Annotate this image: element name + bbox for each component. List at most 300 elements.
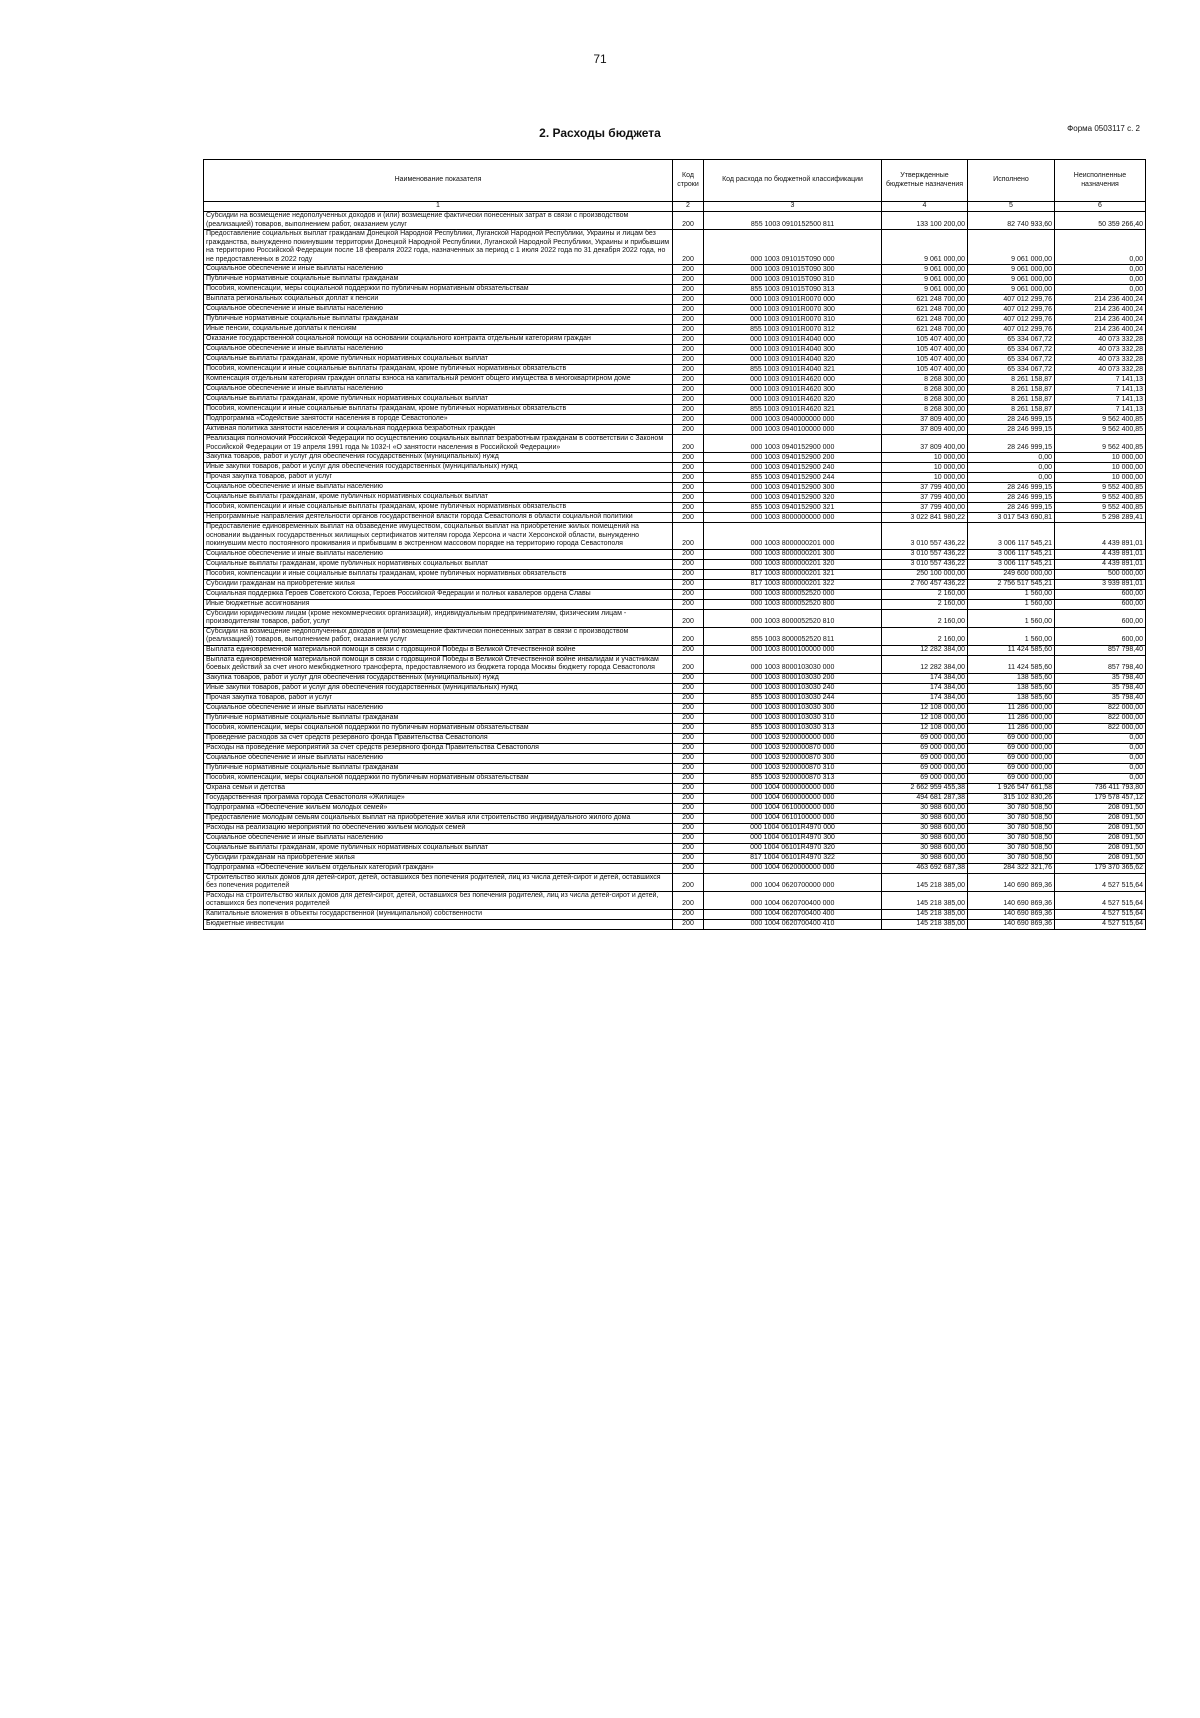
row-line-code: 200 xyxy=(673,559,704,569)
row-name: Социальные выплаты гражданам, кроме публичных нормативных социальных выплат xyxy=(204,493,673,503)
table-body xyxy=(204,212,1146,930)
row-line-code: 200 xyxy=(673,783,704,793)
table-row xyxy=(204,473,1146,483)
row-line-code: 200 xyxy=(673,569,704,579)
table-row xyxy=(204,589,1146,599)
row-expense-code: 000 1003 8000103030 310 xyxy=(704,713,882,723)
table-row xyxy=(204,305,1146,315)
row-line-code: 200 xyxy=(673,733,704,743)
row-name: Непрограммные направления деятельности органов государственной власти города Севастополя в области социальной политики xyxy=(204,513,673,523)
row-line-code: 200 xyxy=(673,673,704,683)
row-approved: 69 000 000,00 xyxy=(882,773,968,783)
row-expense-code: 000 1003 09101R4040 320 xyxy=(704,355,882,365)
row-unexecuted: 7 141,13 xyxy=(1055,405,1146,415)
row-line-code: 200 xyxy=(673,493,704,503)
row-approved: 30 988 600,00 xyxy=(882,823,968,833)
row-name: Социальное обеспечение и иные выплаты населению xyxy=(204,265,673,275)
row-executed: 65 334 067,72 xyxy=(968,355,1055,365)
row-approved: 2 160,00 xyxy=(882,627,968,645)
row-approved: 2 160,00 xyxy=(882,589,968,599)
row-line-code: 200 xyxy=(673,713,704,723)
row-unexecuted: 4 527 515,64 xyxy=(1055,891,1146,909)
row-expense-code: 000 1003 09101R4620 300 xyxy=(704,385,882,395)
row-unexecuted: 208 091,50 xyxy=(1055,833,1146,843)
row-unexecuted: 208 091,50 xyxy=(1055,813,1146,823)
row-expense-code: 855 1003 8000052520 811 xyxy=(704,627,882,645)
row-line-code: 200 xyxy=(673,863,704,873)
row-name: Закупка товаров, работ и услуг для обеспечения государственных (муниципальных) нужд xyxy=(204,673,673,683)
row-approved: 37 809 400,00 xyxy=(882,425,968,435)
row-name: Публичные нормативные социальные выплаты гражданам xyxy=(204,275,673,285)
row-name: Компенсация отдельным категориям граждан оплаты взноса на капитальный ремонт общего имущества в многоквартирном доме xyxy=(204,375,673,385)
table-row xyxy=(204,843,1146,853)
row-name: Проведение расходов за счет средств резервного фонда Правительства Севастополя xyxy=(204,733,673,743)
table-header-row xyxy=(204,160,1146,202)
row-unexecuted: 4 527 515,64 xyxy=(1055,873,1146,891)
row-approved: 174 384,00 xyxy=(882,693,968,703)
table-row xyxy=(204,773,1146,783)
row-unexecuted: 179 578 457,12 xyxy=(1055,793,1146,803)
row-approved: 69 000 000,00 xyxy=(882,743,968,753)
row-name: Закупка товаров, работ и услуг для обеспечения государственных (муниципальных) нужд xyxy=(204,453,673,463)
column-number: 3 xyxy=(704,202,882,212)
row-executed: 407 012 299,76 xyxy=(968,295,1055,305)
row-unexecuted: 3 939 891,01 xyxy=(1055,579,1146,589)
row-unexecuted: 9 562 400,85 xyxy=(1055,415,1146,425)
row-line-code: 200 xyxy=(673,683,704,693)
row-expense-code: 000 1003 8000000201 300 xyxy=(704,549,882,559)
column-number: 1 xyxy=(204,202,673,212)
row-expense-code: 000 1003 09101R0070 000 xyxy=(704,295,882,305)
row-line-code: 200 xyxy=(673,589,704,599)
table-row xyxy=(204,891,1146,909)
row-approved: 9 061 000,00 xyxy=(882,285,968,295)
row-approved: 174 384,00 xyxy=(882,673,968,683)
row-name: Пособия, компенсации, меры социальной поддержки по публичным нормативным обязательствам xyxy=(204,285,673,295)
row-line-code: 200 xyxy=(673,285,704,295)
row-unexecuted: 9 552 400,85 xyxy=(1055,493,1146,503)
row-expense-code: 000 1003 8000103030 300 xyxy=(704,703,882,713)
row-expense-code: 000 1003 9200000870 000 xyxy=(704,743,882,753)
row-name: Публичные нормативные социальные выплаты гражданам xyxy=(204,315,673,325)
row-line-code: 200 xyxy=(673,873,704,891)
row-line-code: 200 xyxy=(673,723,704,733)
row-executed: 407 012 299,76 xyxy=(968,315,1055,325)
row-name: Реализация полномочий Российской Федерации по осуществлению социальных выплат безработным гражданам в соответствии с Законом Российской Федерации от 19 апреля 1991 года № 1032-I «О занятости населения в Российской Федерации» xyxy=(204,435,673,453)
row-name: Социальные выплаты гражданам, кроме публичных нормативных социальных выплат xyxy=(204,355,673,365)
row-line-code: 200 xyxy=(673,909,704,919)
row-line-code: 200 xyxy=(673,813,704,823)
table-row xyxy=(204,435,1146,453)
table-row xyxy=(204,559,1146,569)
row-unexecuted: 4 527 515,64 xyxy=(1055,919,1146,929)
table-row xyxy=(204,763,1146,773)
row-line-code: 200 xyxy=(673,655,704,673)
row-approved: 3 010 557 436,22 xyxy=(882,559,968,569)
table-row xyxy=(204,315,1146,325)
table-row xyxy=(204,863,1146,873)
row-expense-code: 855 1003 9200000870 313 xyxy=(704,773,882,783)
table-row xyxy=(204,415,1146,425)
row-line-code: 200 xyxy=(673,453,704,463)
table-row xyxy=(204,627,1146,645)
row-line-code: 200 xyxy=(673,803,704,813)
row-approved: 250 100 000,00 xyxy=(882,569,968,579)
header-line-code: Код строки xyxy=(673,160,704,202)
row-unexecuted: 214 236 400,24 xyxy=(1055,325,1146,335)
row-name: Субсидии на возмещение недополученных доходов и (или) возмещение фактически понесенных затрат в связи с производством (реализацией) товаров, выполнением работ, оказанием услуг xyxy=(204,627,673,645)
table-row xyxy=(204,345,1146,355)
column-number: 5 xyxy=(968,202,1055,212)
row-line-code: 200 xyxy=(673,703,704,713)
row-name: Социальное обеспечение и иные выплаты населению xyxy=(204,305,673,315)
row-executed: 0,00 xyxy=(968,453,1055,463)
row-name: Пособия, компенсации и иные социальные выплаты гражданам, кроме публичных нормативных обязательств xyxy=(204,365,673,375)
row-expense-code: 000 1004 0610000000 000 xyxy=(704,803,882,813)
row-expense-code: 000 1004 0620000000 000 xyxy=(704,863,882,873)
row-executed: 8 261 158,87 xyxy=(968,395,1055,405)
table-row xyxy=(204,693,1146,703)
row-line-code: 200 xyxy=(673,345,704,355)
table-row xyxy=(204,713,1146,723)
row-line-code: 200 xyxy=(673,395,704,405)
row-name: Подпрограмма «Обеспечение жильем молодых семей» xyxy=(204,803,673,813)
column-numbers-row xyxy=(204,202,1146,212)
row-expense-code: 855 1003 0910152500 811 xyxy=(704,212,882,230)
row-executed: 11 286 000,00 xyxy=(968,723,1055,733)
row-approved: 105 407 400,00 xyxy=(882,345,968,355)
row-name: Бюджетные инвестиции xyxy=(204,919,673,929)
row-executed: 28 246 999,15 xyxy=(968,493,1055,503)
row-unexecuted: 9 562 400,85 xyxy=(1055,435,1146,453)
row-line-code: 200 xyxy=(673,919,704,929)
row-name: Социальные выплаты гражданам, кроме публичных нормативных социальных выплат xyxy=(204,559,673,569)
row-unexecuted: 35 798,40 xyxy=(1055,673,1146,683)
row-executed: 8 261 158,87 xyxy=(968,385,1055,395)
row-executed: 284 322 321,76 xyxy=(968,863,1055,873)
row-unexecuted: 600,00 xyxy=(1055,589,1146,599)
row-unexecuted: 214 236 400,24 xyxy=(1055,295,1146,305)
row-unexecuted: 0,00 xyxy=(1055,753,1146,763)
row-expense-code: 000 1003 0940000000 000 xyxy=(704,415,882,425)
row-name: Иные закупки товаров, работ и услуг для обеспечения государственных (муниципальных) нужд xyxy=(204,463,673,473)
row-expense-code: 000 1004 06101R4970 000 xyxy=(704,823,882,833)
row-executed: 1 560,00 xyxy=(968,609,1055,627)
budget-expenses-table xyxy=(203,159,1146,930)
row-unexecuted: 7 141,13 xyxy=(1055,385,1146,395)
row-expense-code: 000 1003 8000052520 800 xyxy=(704,599,882,609)
row-unexecuted: 0,00 xyxy=(1055,285,1146,295)
row-name: Активная политика занятости населения и социальная поддержка безработных граждан xyxy=(204,425,673,435)
row-approved: 621 248 700,00 xyxy=(882,295,968,305)
row-approved: 12 108 000,00 xyxy=(882,723,968,733)
header-executed: Исполнено xyxy=(968,160,1055,202)
row-unexecuted: 0,00 xyxy=(1055,733,1146,743)
row-line-code: 200 xyxy=(673,793,704,803)
row-unexecuted: 10 000,00 xyxy=(1055,453,1146,463)
table-row xyxy=(204,493,1146,503)
row-expense-code: 000 1003 0940152900 320 xyxy=(704,493,882,503)
row-expense-code: 855 1003 8000103030 244 xyxy=(704,693,882,703)
row-line-code: 200 xyxy=(673,523,704,550)
table-row xyxy=(204,909,1146,919)
row-approved: 3 010 557 436,22 xyxy=(882,549,968,559)
header-unexecuted: Неисполненные назначения xyxy=(1055,160,1146,202)
table-row xyxy=(204,873,1146,891)
row-approved: 2 160,00 xyxy=(882,609,968,627)
row-executed: 69 000 000,00 xyxy=(968,773,1055,783)
row-name: Социальное обеспечение и иные выплаты населению xyxy=(204,345,673,355)
row-executed: 1 560,00 xyxy=(968,589,1055,599)
row-expense-code: 000 1003 09101R0070 310 xyxy=(704,315,882,325)
row-approved: 69 000 000,00 xyxy=(882,733,968,743)
row-line-code: 200 xyxy=(673,549,704,559)
row-line-code: 200 xyxy=(673,645,704,655)
row-name: Иные бюджетные ассигнования xyxy=(204,599,673,609)
column-number: 2 xyxy=(673,202,704,212)
row-approved: 30 988 600,00 xyxy=(882,843,968,853)
form-label: Форма 0503117 с. 2 xyxy=(1067,124,1140,133)
row-executed: 138 585,60 xyxy=(968,673,1055,683)
row-executed: 1 560,00 xyxy=(968,627,1055,645)
column-number: 6 xyxy=(1055,202,1146,212)
row-name: Субсидии гражданам на приобретение жилья xyxy=(204,853,673,863)
row-line-code: 200 xyxy=(673,853,704,863)
row-approved: 145 218 385,00 xyxy=(882,919,968,929)
row-approved: 30 988 600,00 xyxy=(882,803,968,813)
row-executed: 11 286 000,00 xyxy=(968,713,1055,723)
table-row xyxy=(204,425,1146,435)
row-line-code: 200 xyxy=(673,385,704,395)
row-approved: 145 218 385,00 xyxy=(882,909,968,919)
row-expense-code: 000 1003 09101R0070 300 xyxy=(704,305,882,315)
table-row xyxy=(204,823,1146,833)
row-name: Строительство жилых домов для детей-сирот, детей, оставшихся без попечения родителей, лиц из числа детей-сирот и детей, оставшихся без попечения родителей xyxy=(204,873,673,891)
row-executed: 1 560,00 xyxy=(968,599,1055,609)
row-expense-code: 000 1003 9200000000 000 xyxy=(704,733,882,743)
row-unexecuted: 5 298 289,41 xyxy=(1055,513,1146,523)
row-line-code: 200 xyxy=(673,435,704,453)
row-approved: 621 248 700,00 xyxy=(882,305,968,315)
row-approved: 105 407 400,00 xyxy=(882,355,968,365)
row-unexecuted: 600,00 xyxy=(1055,609,1146,627)
row-unexecuted: 9 552 400,85 xyxy=(1055,483,1146,493)
row-line-code: 200 xyxy=(673,295,704,305)
row-name: Пособия, компенсации и иные социальные выплаты гражданам, кроме публичных нормативных обязательств xyxy=(204,569,673,579)
row-approved: 8 268 300,00 xyxy=(882,405,968,415)
row-expense-code: 000 1004 0620700400 410 xyxy=(704,919,882,929)
row-line-code: 200 xyxy=(673,265,704,275)
row-expense-code: 000 1004 0610100000 000 xyxy=(704,813,882,823)
row-expense-code: 817 1004 06101R4970 322 xyxy=(704,853,882,863)
row-name: Прочая закупка товаров, работ и услуг xyxy=(204,473,673,483)
table-row xyxy=(204,463,1146,473)
row-executed: 28 246 999,15 xyxy=(968,415,1055,425)
row-line-code: 200 xyxy=(673,833,704,843)
row-name: Публичные нормативные социальные выплаты гражданам xyxy=(204,763,673,773)
row-unexecuted: 0,00 xyxy=(1055,265,1146,275)
row-executed: 249 600 000,00 xyxy=(968,569,1055,579)
row-name: Выплата региональных социальных доплат к пенсии xyxy=(204,295,673,305)
row-executed: 69 000 000,00 xyxy=(968,753,1055,763)
row-approved: 3 010 557 436,22 xyxy=(882,523,968,550)
row-unexecuted: 35 798,40 xyxy=(1055,683,1146,693)
row-executed: 9 061 000,00 xyxy=(968,275,1055,285)
table-row xyxy=(204,853,1146,863)
row-unexecuted: 600,00 xyxy=(1055,627,1146,645)
table-row xyxy=(204,645,1146,655)
row-executed: 140 690 869,36 xyxy=(968,909,1055,919)
row-line-code: 200 xyxy=(673,513,704,523)
table-row xyxy=(204,395,1146,405)
row-unexecuted: 4 439 891,01 xyxy=(1055,559,1146,569)
row-approved: 12 108 000,00 xyxy=(882,703,968,713)
row-unexecuted: 10 000,00 xyxy=(1055,463,1146,473)
row-expense-code: 000 1004 0620700400 400 xyxy=(704,909,882,919)
row-executed: 407 012 299,76 xyxy=(968,325,1055,335)
row-unexecuted: 208 091,50 xyxy=(1055,853,1146,863)
table-row xyxy=(204,783,1146,793)
table-row xyxy=(204,683,1146,693)
table-row xyxy=(204,813,1146,823)
row-expense-code: 855 1003 09101R4620 321 xyxy=(704,405,882,415)
row-executed: 140 690 869,36 xyxy=(968,919,1055,929)
row-expense-code: 000 1003 8000052520 000 xyxy=(704,589,882,599)
row-name: Социальное обеспечение и иные выплаты населению xyxy=(204,753,673,763)
row-expense-code: 000 1003 09101R4620 320 xyxy=(704,395,882,405)
row-name: Охрана семьи и детства xyxy=(204,783,673,793)
row-line-code: 200 xyxy=(673,753,704,763)
row-name: Пособия, компенсации, меры социальной поддержки по публичным нормативным обязательствам xyxy=(204,723,673,733)
row-expense-code: 000 1003 091015Т090 000 xyxy=(704,230,882,265)
table-row xyxy=(204,355,1146,365)
row-expense-code: 000 1004 0000000000 000 xyxy=(704,783,882,793)
row-expense-code: 000 1003 0940100000 000 xyxy=(704,425,882,435)
row-expense-code: 000 1003 8000103030 000 xyxy=(704,655,882,673)
row-executed: 3 017 543 690,81 xyxy=(968,513,1055,523)
header-approved: Утвержденные бюджетные назначения xyxy=(882,160,968,202)
row-line-code: 200 xyxy=(673,415,704,425)
row-approved: 30 988 600,00 xyxy=(882,833,968,843)
row-line-code: 200 xyxy=(673,305,704,315)
row-expense-code: 000 1003 0940152900 200 xyxy=(704,453,882,463)
row-name: Субсидии гражданам на приобретение жилья xyxy=(204,579,673,589)
column-number: 4 xyxy=(882,202,968,212)
row-unexecuted: 179 370 365,62 xyxy=(1055,863,1146,873)
row-expense-code: 817 1003 8000000201 322 xyxy=(704,579,882,589)
row-unexecuted: 40 073 332,28 xyxy=(1055,355,1146,365)
row-expense-code: 000 1003 091015Т090 310 xyxy=(704,275,882,285)
row-expense-code: 000 1003 09101R4040 000 xyxy=(704,335,882,345)
row-name: Иные закупки товаров, работ и услуг для обеспечения государственных (муниципальных) нужд xyxy=(204,683,673,693)
row-approved: 37 809 400,00 xyxy=(882,435,968,453)
row-unexecuted: 0,00 xyxy=(1055,230,1146,265)
row-unexecuted: 0,00 xyxy=(1055,743,1146,753)
row-unexecuted: 4 439 891,01 xyxy=(1055,549,1146,559)
table-row xyxy=(204,803,1146,813)
row-approved: 10 000,00 xyxy=(882,473,968,483)
row-name: Расходы на реализацию мероприятий по обеспечению жильем молодых семей xyxy=(204,823,673,833)
row-unexecuted: 0,00 xyxy=(1055,773,1146,783)
table-row xyxy=(204,579,1146,589)
row-executed: 30 780 508,50 xyxy=(968,843,1055,853)
table-row xyxy=(204,295,1146,305)
row-executed: 0,00 xyxy=(968,463,1055,473)
row-executed: 30 780 508,50 xyxy=(968,853,1055,863)
row-executed: 407 012 299,76 xyxy=(968,305,1055,315)
table-row xyxy=(204,375,1146,385)
row-name: Социальное обеспечение и иные выплаты населению xyxy=(204,483,673,493)
table-row xyxy=(204,385,1146,395)
row-executed: 9 061 000,00 xyxy=(968,230,1055,265)
row-approved: 12 282 384,00 xyxy=(882,645,968,655)
row-line-code: 200 xyxy=(673,823,704,833)
row-name: Предоставление единовременных выплат на обзаведение имуществом, социальных выплат на приобретение жилых помещений на основании выданных государственных жилищных сертификатов жителям города Херсона и части Херсонской области, вынужденно покинувшим место постоянного проживания и прибывшим в экстренном массовом порядке на территорию города Севастополя xyxy=(204,523,673,550)
row-unexecuted: 600,00 xyxy=(1055,599,1146,609)
row-approved: 37 799 400,00 xyxy=(882,503,968,513)
row-expense-code: 855 1003 8000103030 313 xyxy=(704,723,882,733)
row-name: Предоставление социальных выплат гражданам Донецкой Народной Республики, Луганской Народной Республики, Украины и лицам без гражданства, вынужденно покинувшим территории Донецкой Народной Республики, Луганской Народной Республики, Украины и прибывшим на территорию Российской Федерации после 18 февраля 2022 года, назначенных за период с 1 июля 2022 года по 31 декабря 2022 года, но не предоставленных в 2022 году xyxy=(204,230,673,265)
row-approved: 9 061 000,00 xyxy=(882,230,968,265)
row-expense-code: 000 1003 8000100000 000 xyxy=(704,645,882,655)
row-line-code: 200 xyxy=(673,627,704,645)
row-expense-code: 000 1003 9200000870 300 xyxy=(704,753,882,763)
row-approved: 145 218 385,00 xyxy=(882,873,968,891)
row-name: Выплата единовременной материальной помощи в связи с годовщиной Победы в Великой Отечественной войне xyxy=(204,645,673,655)
row-line-code: 200 xyxy=(673,230,704,265)
row-unexecuted: 208 091,50 xyxy=(1055,803,1146,813)
row-approved: 2 662 959 455,38 xyxy=(882,783,968,793)
row-line-code: 200 xyxy=(673,355,704,365)
row-name: Капитальные вложения в объекты государственной (муниципальной) собственности xyxy=(204,909,673,919)
row-expense-code: 000 1004 0620700000 000 xyxy=(704,873,882,891)
row-approved: 30 988 600,00 xyxy=(882,813,968,823)
row-executed: 69 000 000,00 xyxy=(968,743,1055,753)
row-unexecuted: 40 073 332,28 xyxy=(1055,345,1146,355)
row-approved: 37 799 400,00 xyxy=(882,493,968,503)
table-row xyxy=(204,212,1146,230)
row-line-code: 200 xyxy=(673,579,704,589)
row-line-code: 200 xyxy=(673,365,704,375)
table-row xyxy=(204,265,1146,275)
row-name: Выплата единовременной материальной помощи в связи с годовщиной Победы в Великой Отечественной войне инвалидам и участникам боевых действий за счет иного межбюджетного трансферта, предоставляемого из бюджета города Москвы бюджету города Севастополя xyxy=(204,655,673,673)
row-line-code: 200 xyxy=(673,483,704,493)
table-row xyxy=(204,285,1146,295)
row-approved: 37 799 400,00 xyxy=(882,483,968,493)
row-executed: 69 000 000,00 xyxy=(968,763,1055,773)
row-executed: 138 585,60 xyxy=(968,693,1055,703)
row-executed: 65 334 067,72 xyxy=(968,365,1055,375)
row-name: Социальная поддержка Героев Советского Союза, Героев Российской Федерации и полных кавалеров ордена Славы xyxy=(204,589,673,599)
row-executed: 140 690 869,36 xyxy=(968,891,1055,909)
row-line-code: 200 xyxy=(673,335,704,345)
row-name: Социальное обеспечение и иные выплаты населению xyxy=(204,549,673,559)
row-approved: 12 282 384,00 xyxy=(882,655,968,673)
row-line-code: 200 xyxy=(673,503,704,513)
header-name: Наименование показателя xyxy=(204,160,673,202)
row-approved: 37 809 400,00 xyxy=(882,415,968,425)
row-executed: 65 334 067,72 xyxy=(968,345,1055,355)
row-approved: 463 692 687,38 xyxy=(882,863,968,873)
table-row xyxy=(204,743,1146,753)
row-unexecuted: 9 552 400,85 xyxy=(1055,503,1146,513)
row-expense-code: 000 1003 09101R4040 300 xyxy=(704,345,882,355)
row-expense-code: 000 1003 0940152900 300 xyxy=(704,483,882,493)
row-name: Социальные выплаты гражданам, кроме публичных нормативных социальных выплат xyxy=(204,843,673,853)
table-row xyxy=(204,569,1146,579)
header-expense-code: Код расхода по бюджетной классификации xyxy=(704,160,882,202)
table-row xyxy=(204,325,1146,335)
